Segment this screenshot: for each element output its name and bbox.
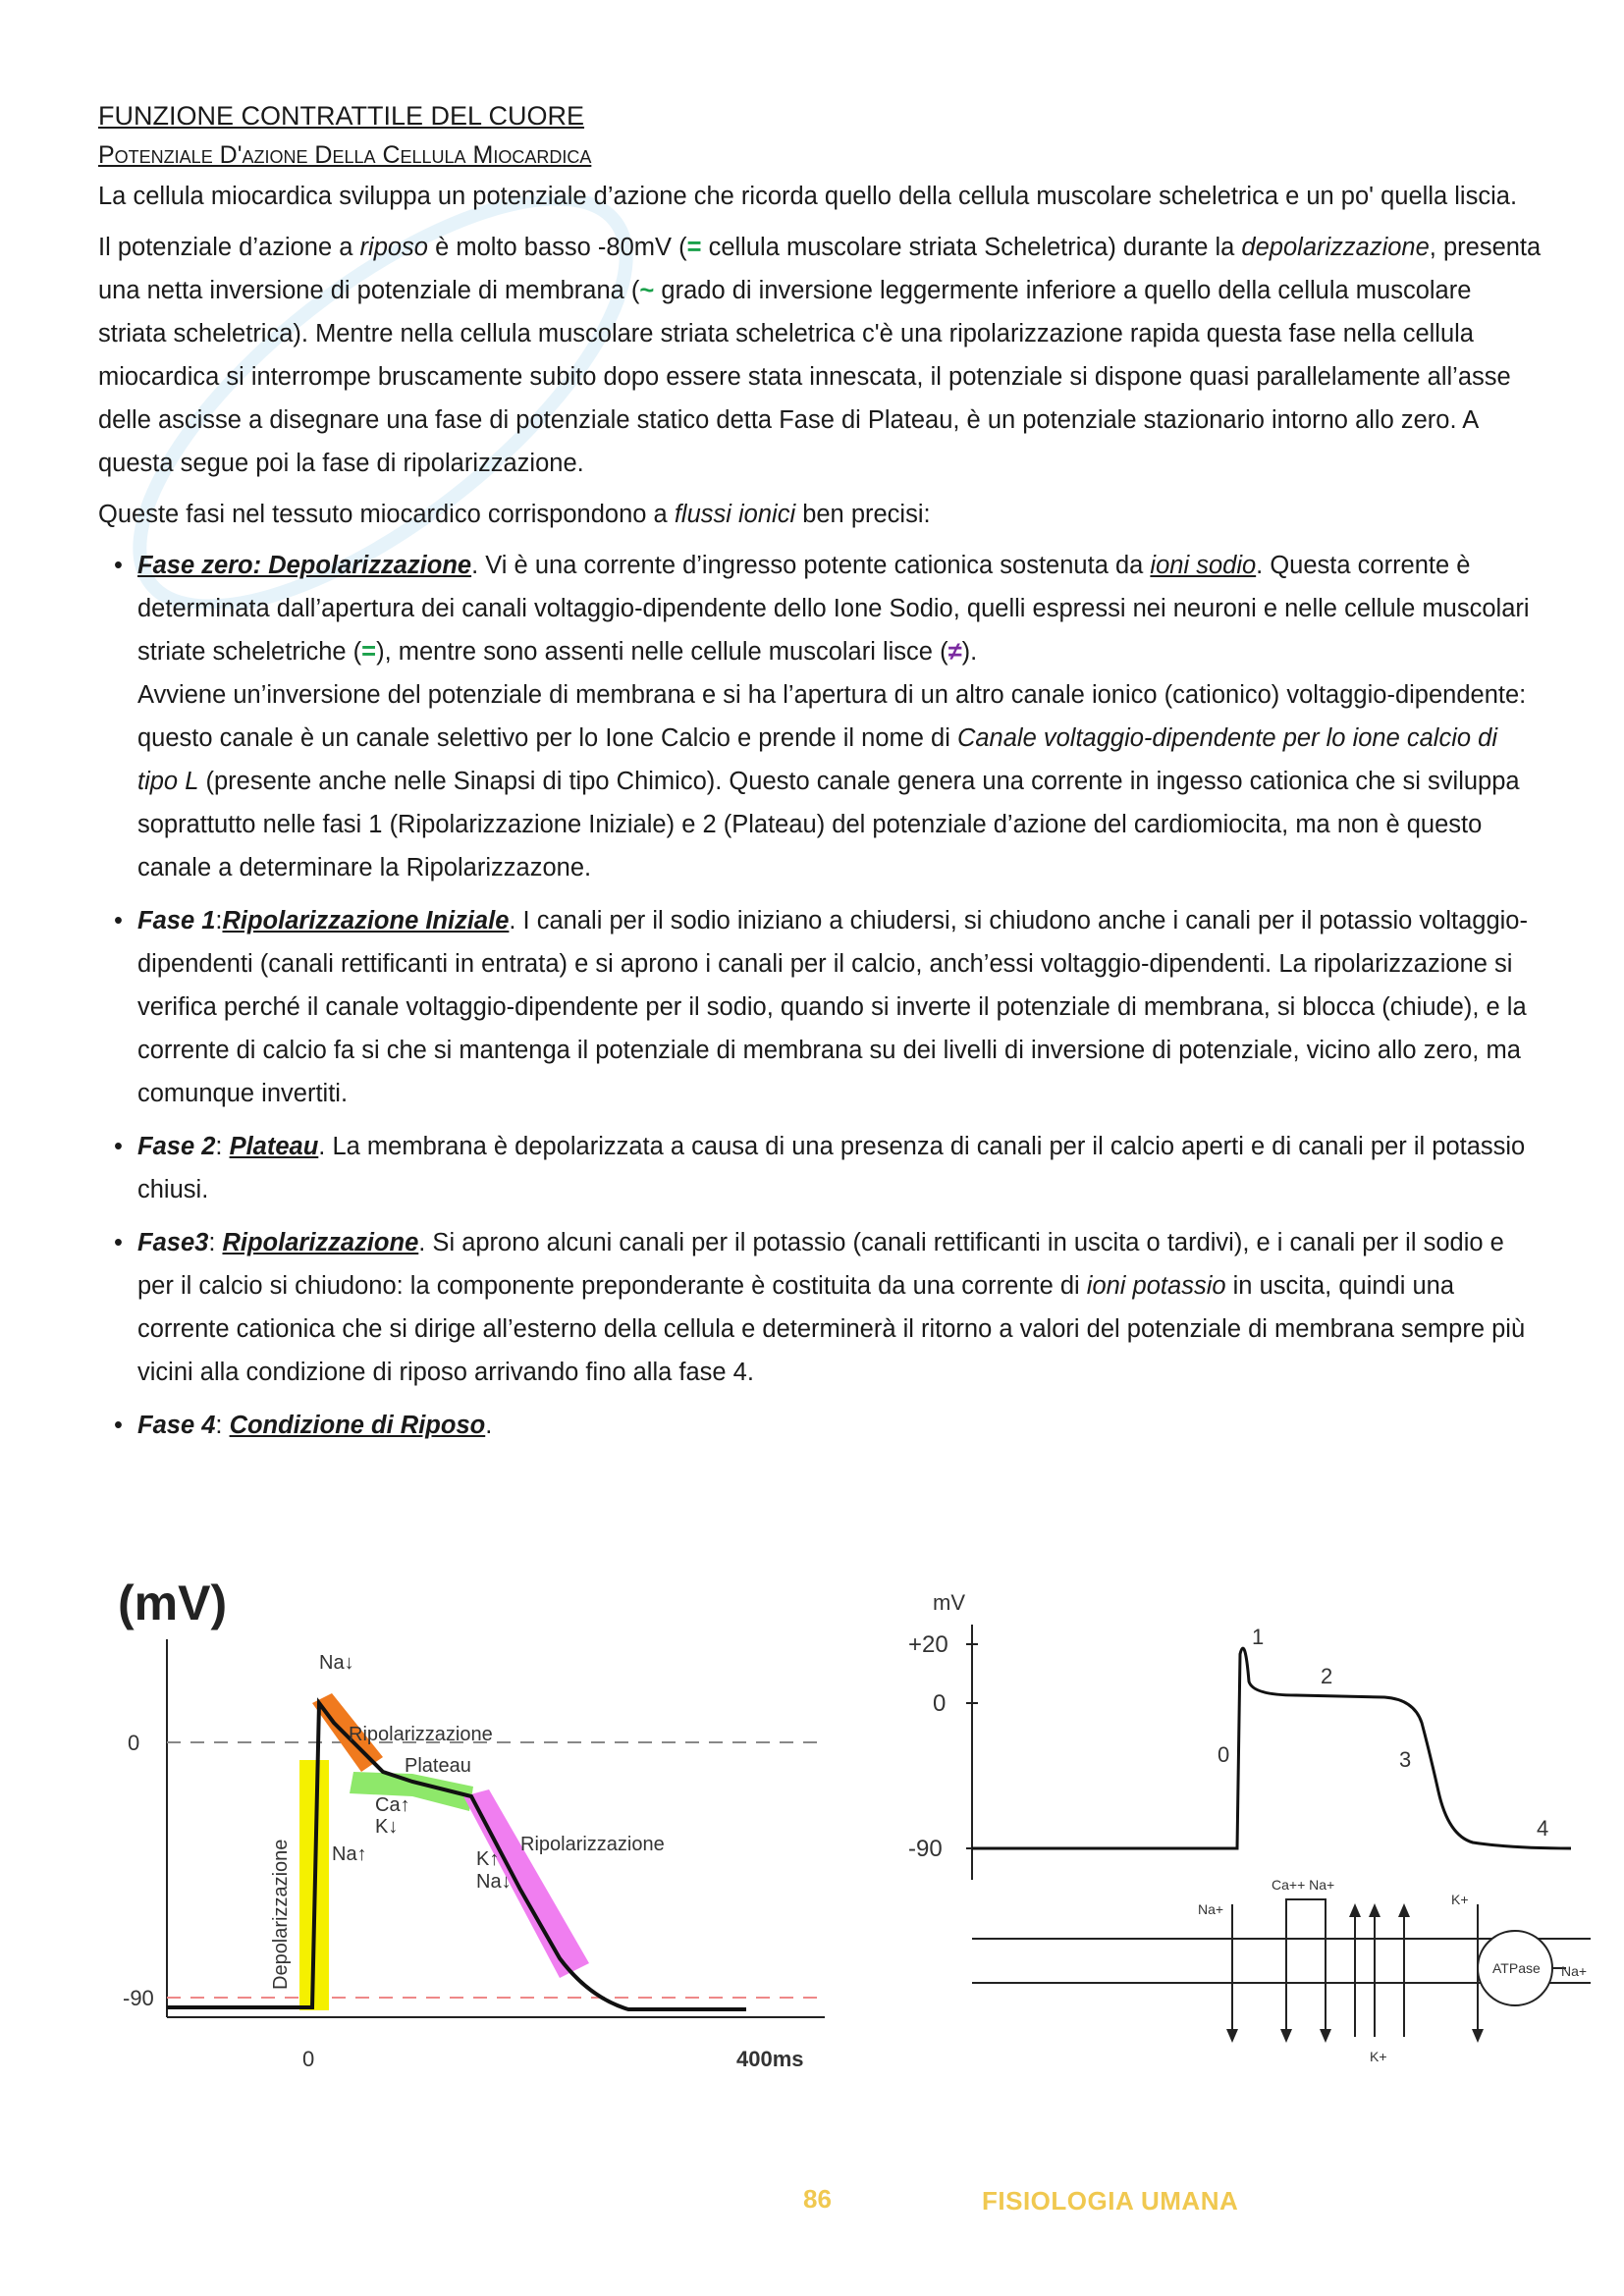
k-inward-arrowhead [1472,2029,1484,2043]
footer-title: FISIOLOGIA UMANA [982,2186,1239,2216]
not-equal-symbol: ≠ [947,638,962,666]
paragraph-intro: La cellula miocardica sviluppa un potenziale d’azione che ricorda quello della cellula muscolare scheletrica e un po' quella liscia. [98,183,1518,210]
equal-symbol: = [686,234,702,261]
x-tick-400ms: 400ms [736,2047,804,2071]
page-heading: FUNZIONE CONTRATTILE DEL CUORE [98,101,585,131]
phase-label-1: 1 [1252,1625,1265,1649]
phase-label-4: 4 [1537,1816,1549,1841]
approx-symbol: ~ [639,277,655,304]
paragraph-ionic-flows: Queste fasi nel tessuto miocardico corrispondono a flussi ionici ben precisi: [98,501,931,528]
phase-label-2: 2 [1321,1664,1333,1688]
y-tick-zero: 0 [128,1731,140,1755]
figures-area [98,1566,1588,2115]
label-na-up: Na↑ [332,1843,367,1865]
label-atpase: ATPase [1492,1960,1541,1976]
action-potential-ion-channels-figure [864,1566,1610,2115]
page-footer [0,2184,1624,2223]
label-k-up: K↑ [476,1848,500,1870]
label-depolarizzazione: Depolarizzazione [270,1839,292,1990]
list-item-phase-2: • Fase 2: Plateau. La membrana è depolarizzata a causa di una presenza di canali per il calcio aperti e di canali per il potassio chiusi. [98,1125,1542,1211]
label-k-down: K↓ [375,1816,399,1838]
na-inward-arrowhead [1226,2029,1238,2043]
action-potential-colored-figure [98,1566,844,2115]
page-number: 86 [803,2184,832,2214]
list-item-phase-1: • Fase 1:Ripolarizzazione Iniziale. I canali per il sodio iniziano a chiudersi, si chiudono anche i canali per il potassio voltaggio-dipendenti (canali rettificanti in entrata) e si aprono i canali per il calcio, anch’essi voltaggio-dipendenti. La ripolarizzazione si verifica perché il canale voltaggio-dipendente per il sodio, quando si inverte il potenziale di membrana, si blocca (chiude), e la corrente di calcio fa si che si mantenga il potenziale di membrana su dei livelli di inversione di potenziale, vicino allo zero, ma comunque invertiti. [98,899,1542,1115]
y-axis-unit-label: mV [933,1590,965,1615]
y-tick-plus20: +20 [908,1631,948,1658]
phase-label-0: 0 [1218,1742,1230,1767]
y-tick-zero: 0 [933,1690,947,1717]
phase-list [98,544,1542,1447]
k-outward-arrowhead-3 [1398,1903,1410,1917]
ca-na-channel-bracket [1286,1899,1326,1904]
label-plateau: Plateau [405,1755,471,1777]
k-outward-arrowhead-1 [1349,1903,1361,1917]
label-ripolarizzazione-1: Ripolarizzazione [349,1724,493,1745]
label-ca-na: Ca++ Na+ [1272,1877,1335,1893]
paragraph-resting-potential: Il potenziale d’azione a riposo è molto basso -80mV (= cellula muscolare striata Scheletrica) durante la depolarizzazione, presenta una netta inversione di potenziale di membrana (~ grado di inversione leggermente inferiore a quello della cellula muscolare striata scheletrica). Mentre nella cellula muscolare striata scheletrica c'è una ripolarizzazione rapida questa fase nella cellula miocardica si interrompe bruscamente subito dopo essere stata innescata, il potenziale si dispone quasi parallelamente all’asse delle ascisse a disegnare una fase di potenziale statico detta Fase di Plateau, è un potenziale stazionario intorno allo zero. A questa segue poi la fase di ripolarizzazione. [98,234,1542,477]
equal-symbol: = [361,638,377,666]
action-potential-trace [167,1703,746,2009]
y-tick-minus90: -90 [908,1836,943,1862]
na-inward-arrowhead-2 [1320,2029,1331,2043]
label-ca-up: Ca↑ [375,1794,410,1816]
y-tick-minus90: -90 [123,1986,154,2010]
k-outward-arrowhead-2 [1369,1903,1380,1917]
list-item-phase-4: • Fase 4: Condizione di Riposo. [98,1404,1542,1447]
x-tick-zero: 0 [302,2047,315,2071]
action-potential-trace [972,1648,1571,1848]
label-na-down: Na↓ [319,1652,354,1674]
label-na-down-2: Na↓ [476,1871,512,1893]
phase-label-3: 3 [1399,1747,1412,1772]
label-k-plus-bottom: K+ [1370,2049,1387,2064]
label-k-plus-top: K+ [1451,1892,1469,1907]
ca-inward-arrowhead [1280,2029,1292,2043]
main-text [98,96,1542,1457]
section-subheading: Potenziale D'azione Della Cellula Miocardica [98,141,592,169]
label-na-plus-right: Na+ [1561,1963,1588,1979]
list-item-phase-0: • Fase zero: Depolarizzazione. Vi è una corrente d’ingresso potente cationica sostenuta da ioni sodio. Questa corrente è determinata dall’apertura dei canali voltaggio-dipendente dello Ione Sodio, quelli espressi nei neuroni e nelle cellule muscolari striate scheletriche (=), mentre sono assenti nelle cellule muscolari lisce (≠). Avviene un’inversione del potenziale di membrana e si ha l’apertura di un altro canale ionico (cationico) voltaggio-dipendente: questo canale è un canale selettivo per lo Ione Calcio e prende il nome di Canale voltaggio-dipendente per lo ione calcio di tipo L (presente anche nelle Sinapsi di tipo Chimico). Questo canale genera una corrente in ingesso cationica che si sviluppa soprattutto nelle fasi 1 (Ripolarizzazione Iniziale) e 2 (Plateau) del potenziale d’azione del cardiomiocita, ma non è questo canale a determinare la Ripolarizzazone. [98,544,1542,889]
list-item-phase-3: • Fase3: Ripolarizzazione. Si aprono alcuni canali per il potassio (canali rettificanti in uscita o tardivi), e i canali per il sodio e per il calcio si chiudono: la componente preponderante è costituita da una corrente di ioni potassio in uscita, quindi una corrente cationica che si dirige all’esterno della cellula e determinerà il ritorno a valori del potenziale di membrana sempre più vicini alla condizione di riposo arrivando fino alla fase 4. [98,1221,1542,1394]
y-axis-unit-label: (mV) [118,1575,228,1630]
label-na-plus-left: Na+ [1198,1901,1224,1917]
label-ripolarizzazione-2: Ripolarizzazione [520,1834,665,1855]
